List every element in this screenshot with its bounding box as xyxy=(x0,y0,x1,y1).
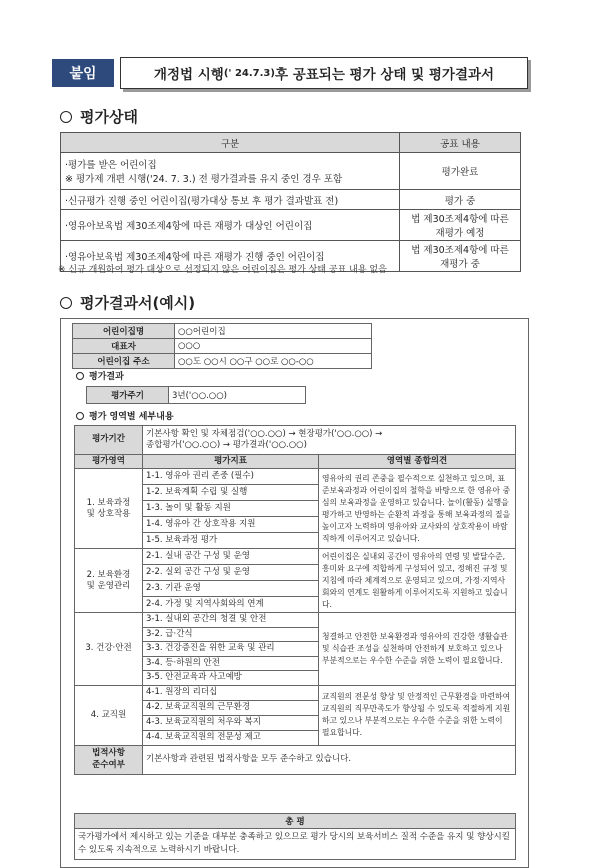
indicator-cell: 3-2. 급·간식 xyxy=(143,627,319,641)
indicator-cell: 3-5. 안전교육과 사고예방 xyxy=(143,671,319,685)
info-value: ○○어린이집 xyxy=(175,324,372,339)
cycle-label: 평가주기 xyxy=(87,387,169,404)
cycle-value: 3년('○○.○○) xyxy=(169,387,306,404)
table-row xyxy=(75,426,516,455)
column-header-content: 공표 내용 xyxy=(400,133,521,153)
indicator-cell: 3-4. 등·하원의 안전 xyxy=(143,656,319,670)
indicator-cell: 3-1. 실내외 공간의 청결 및 안전 xyxy=(143,613,319,627)
info-label: 어린이집명 xyxy=(73,324,175,339)
indicator-cell: 1-5. 보육과정 평가 xyxy=(143,533,319,549)
compliance-label xyxy=(75,745,143,774)
area-name-line: 및 운영관리 xyxy=(86,580,131,591)
document-title xyxy=(120,57,528,89)
indicator-cell: 1-1. 영유아 권리 존중 (필수) xyxy=(143,469,319,485)
overall-review-table xyxy=(74,813,516,860)
table-row xyxy=(75,613,516,627)
daycare-info-table xyxy=(72,323,372,369)
status-table xyxy=(60,132,521,272)
attachment-badge xyxy=(52,59,114,87)
indicator-cell: 2-4. 가정 및 지역사회와의 연계 xyxy=(143,597,319,613)
circle-bullet-icon xyxy=(60,297,72,309)
subheading-label: 평가 영역별 세부내용 xyxy=(89,412,174,422)
info-label: 어린이집 주소 xyxy=(73,354,175,369)
table-row xyxy=(75,469,516,485)
circle-bullet-icon xyxy=(60,111,72,123)
indicator-cell: 1-3. 놀이 및 활동 지원 xyxy=(143,501,319,517)
table-row xyxy=(73,324,372,339)
content-cell xyxy=(400,153,521,190)
content-line: 법 제30조제4항에 따른 xyxy=(411,214,509,225)
column-header-category: 구분 xyxy=(61,133,400,153)
info-value: ○○도 ○○시 ○○구 ○○로 ○○-○○ xyxy=(175,354,372,369)
area-name xyxy=(75,549,143,613)
content-line: 평가완료 xyxy=(441,167,479,178)
table-row xyxy=(75,549,516,565)
content-cell xyxy=(400,210,521,241)
table-header-row xyxy=(75,814,516,829)
content-cell xyxy=(400,190,521,210)
category-note: ※ 평가제 개편 시행('24. 7. 3.) 전 평가결과를 유지 중인 경우 포함 xyxy=(65,174,343,185)
title-suffix: 후 공표되는 평가 상태 및 평가결과서 xyxy=(274,67,495,83)
title-date: (' 24.7.3) xyxy=(223,67,275,79)
category-cell xyxy=(61,190,400,210)
indicator-cell: 4-3. 보육교직원의 처우와 복지 xyxy=(143,715,319,730)
total-text: 국가평가에서 제시하고 있는 기준을 대부분 충족하고 있으므로 평가 당시의 보육서비스 질적 수준을 유지 및 향상시킬 수 있도록 지속적으로 노력하시기 바랍니다. xyxy=(75,829,516,860)
content-line: 재평가 중 xyxy=(440,259,480,270)
content-line: 평가 중 xyxy=(444,195,476,207)
indicator-cell: 4-2. 보육교직원의 근무환경 xyxy=(143,700,319,715)
compliance-label-line: 법적사항 xyxy=(92,748,125,759)
area-name-line: 2. 보육환경 xyxy=(86,569,131,580)
column-header-area: 평가영역 xyxy=(75,455,143,469)
table-row xyxy=(75,829,516,860)
indicator-cell: 1-2. 보육계획 수립 및 실행 xyxy=(143,485,319,501)
area-name-line: 3. 건강·안전 xyxy=(85,643,132,654)
circle-bullet-icon xyxy=(76,372,84,380)
title-prefix: 개정법 시행 xyxy=(153,67,224,83)
area-opinion: 어린이집은 실내외 공간이 영유아의 연령 및 발달수준, 흥미와 요구에 적합하게 구성되어 있고, 정해진 규정 및 지침에 따라 체계적으로 운영되고 있으며, 가정·지역사회와의 연계도 원활하게 이루어지도록 지원하고 있습니다. xyxy=(319,549,516,613)
period-line: 종합평가('○○.○○) → 평가결과('○○.○○) xyxy=(146,440,307,450)
indicator-cell: 4-4. 보육교직원의 전문성 제고 xyxy=(143,730,319,745)
category-line: ·신규평가 진행 중인 어린이집(평가대상 통보 후 평가 결과발표 전) xyxy=(65,195,339,207)
table-row xyxy=(73,354,372,369)
category-cell xyxy=(61,153,400,190)
status-note: ※ 신규 개원하여 평가 대상으로 선정되지 않은 어린이집은 평가 상태 공표 내용 없음 xyxy=(58,265,387,275)
circle-bullet-icon xyxy=(76,412,84,420)
content-line: 재평가 예정 xyxy=(435,228,485,239)
content-line: 법 제30조제4항에 따른 xyxy=(411,245,509,256)
area-name xyxy=(75,469,143,549)
area-opinion: 교직원의 전문성 향상 및 안정적인 근무환경을 마련하여 교직원의 직무만족도가 향상될 수 있도록 적절하게 지원하고 있으나 부분적으로는 우수한 수준을 위한 노력이 필요합니다. xyxy=(319,685,516,745)
indicator-cell: 3-3. 건강증진을 위한 교육 및 관리 xyxy=(143,642,319,656)
subheading-detail xyxy=(76,409,174,422)
category-cell xyxy=(61,210,400,241)
subheading-result xyxy=(76,369,124,382)
section-heading-status xyxy=(60,106,138,127)
cycle-table xyxy=(86,386,306,404)
indicator-cell: 4-1. 원장의 리더십 xyxy=(143,685,319,700)
period-value xyxy=(143,426,516,455)
info-value: ○○○ xyxy=(175,339,372,354)
table-row xyxy=(87,387,306,404)
indicator-cell: 2-3. 기관 운영 xyxy=(143,581,319,597)
category-line: ·영유아보육법 제30조제4항에 따른 재평가 대상인 어린이집 xyxy=(65,221,313,232)
total-label: 총 평 xyxy=(75,814,516,829)
section-heading-report xyxy=(60,292,195,313)
subheading-label: 평가결과 xyxy=(89,372,124,382)
area-name-line: 1. 보육과정 xyxy=(86,497,131,508)
area-name-line: 및 상호작용 xyxy=(86,508,131,519)
indicator-cell: 1-4. 영유아 간 상호작용 지원 xyxy=(143,517,319,533)
column-header-indicator: 평가지표 xyxy=(143,455,319,469)
evaluation-detail-table xyxy=(74,425,516,775)
area-opinion: 청결하고 안전한 보육환경과 영유아의 건강한 생활습관 및 식습관 조성을 실천하며 안전하게 보호하고 있으나 부분적으로는 우수한 수준을 위한 노력이 필요합니다. xyxy=(319,613,516,685)
column-header-opinion: 영역별 종합의견 xyxy=(319,455,516,469)
section-title: 평가상태 xyxy=(80,108,138,126)
compliance-label-line: 준수여부 xyxy=(92,759,125,770)
table-row xyxy=(61,210,521,241)
area-name xyxy=(75,613,143,685)
content-cell xyxy=(400,241,521,272)
table-row xyxy=(75,685,516,700)
area-name xyxy=(75,685,143,745)
info-label: 대표자 xyxy=(73,339,175,354)
area-name-line: 4. 교직원 xyxy=(90,709,127,720)
table-header-row xyxy=(61,133,521,153)
indicator-cell: 2-2. 실외 공간 구성 및 운영 xyxy=(143,565,319,581)
table-row xyxy=(61,190,521,210)
category-line: ·영유아보육법 제30조제4항에 따른 재평가 진행 중인 어린이집 xyxy=(65,252,325,263)
table-row xyxy=(61,153,521,190)
category-line: ·평가를 받은 어린이집 xyxy=(65,160,157,171)
period-label: 평가기간 xyxy=(75,426,143,455)
table-row xyxy=(73,339,372,354)
badge-label: 붙임 xyxy=(69,66,97,82)
section-title: 평가결과서(예시) xyxy=(80,294,196,312)
table-header-row xyxy=(75,455,516,469)
area-opinion: 영유아의 권리 존중을 필수적으로 실천하고 있으며, 표준보육과정과 어린이집의 철학을 바탕으로 한 영유아 중심의 보육과정을 운영하고 있습니다. 놀이(활동) 실행을 평가하고 반영하는 순환적 과정을 통해 보육과정의 질을 높이고자 노력하며 영유아와 교사와의 상호작용이 바람직하게 이루어지고 있습니다. xyxy=(319,469,516,549)
period-line: 기본사항 확인 및 자체점검('○○.○○) → 현장평가('○○.○○) → xyxy=(146,428,383,439)
table-row xyxy=(75,745,516,774)
indicator-cell: 2-1. 실내 공간 구성 및 운영 xyxy=(143,549,319,565)
compliance-value: 기본사항과 관련된 법적사항을 모두 준수하고 있습니다. xyxy=(143,745,516,774)
